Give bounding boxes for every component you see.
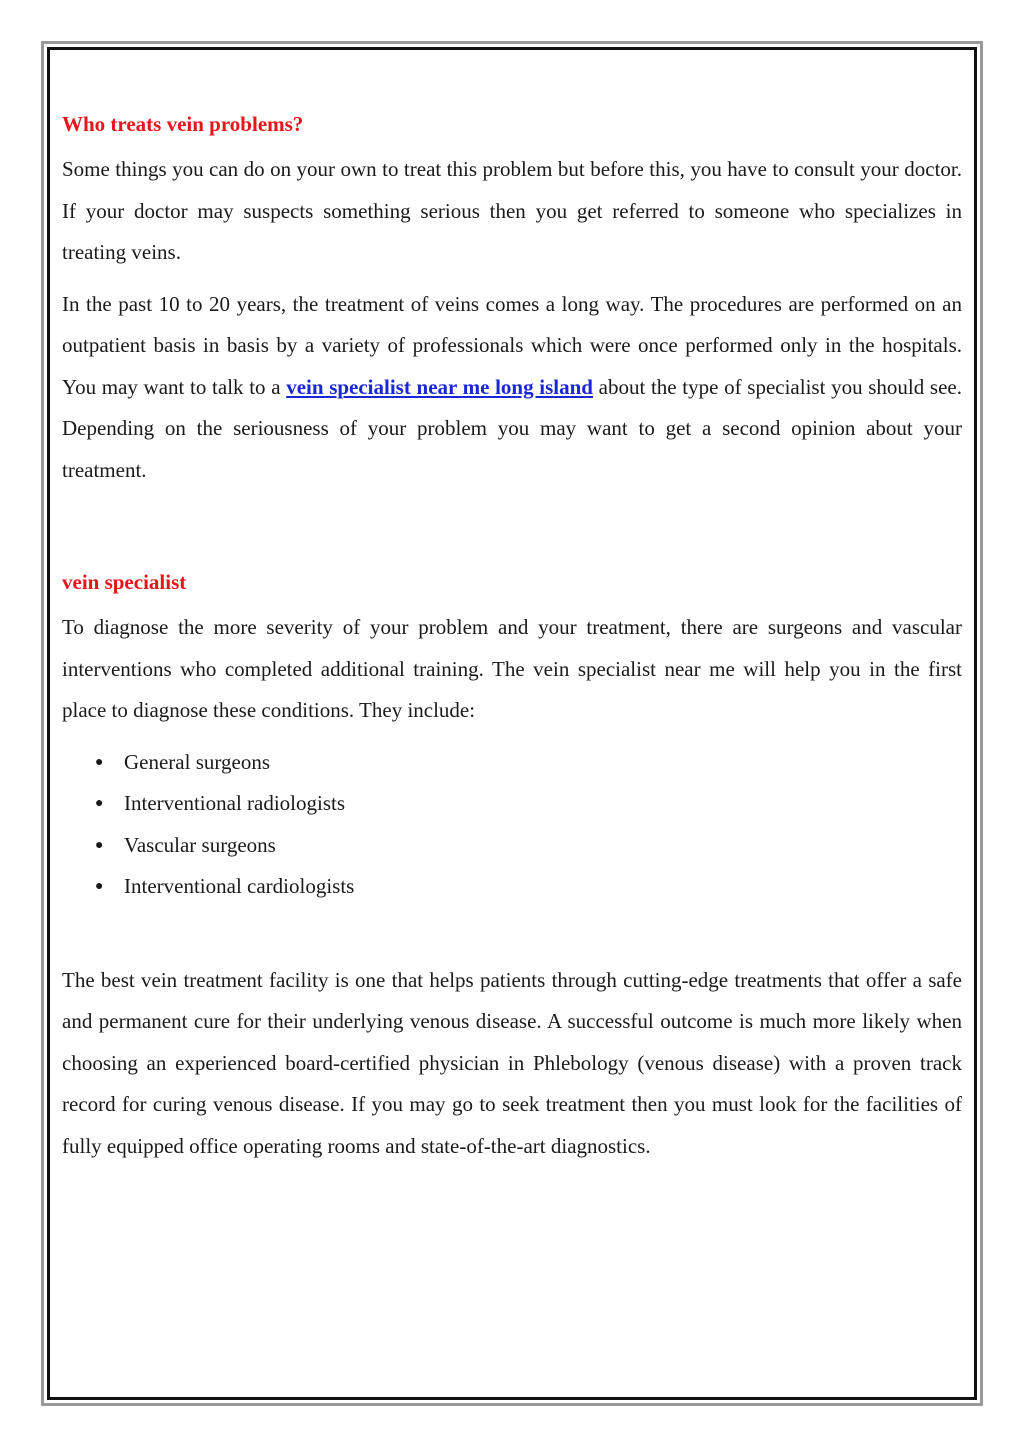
list-item-label: General surgeons [124,749,270,774]
list-item [62,783,962,825]
list-item [62,742,962,784]
bullet-icon: ● [95,796,104,812]
heading-vein-specialist: vein specialist [62,570,187,595]
paragraph-consult-doctor: Some things you can do on your own to treat this problem but before this, you have to consult your doctor. If your doctor may suspects something serious then you get referred to someone who specializes in treating veins. [62,157,962,265]
bullet-icon: ● [95,879,104,895]
list-item-label: Interventional cardiologists [124,874,355,899]
list-item-label: Interventional radiologists [124,791,346,816]
paragraph-text-after-link: about the type of specialist you should see. Depending on the seriousness of your problem you may want to get a second opinion about your treatment. [62,374,962,482]
document-content [62,112,962,1167]
paragraph-text-before-link: In the past 10 to 20 years, the treatment of veins comes a long way. The procedures are performed on an outpatient basis in basis by a variety of professionals which were once performed only in the hospitals. You may want to talk to a [62,291,962,399]
heading-who-treats: Who treats vein problems? [62,112,304,136]
paragraph-treatment-history [62,284,962,492]
paragraph-diagnose: To diagnose the more severity of your problem and your treatment, there are surgeons and vascular interventions who completed additional training. The vein specialist near me will help you in the first place to diagnose these conditions. They include: [62,615,962,723]
bullet-icon: ● [95,754,104,770]
list-item [62,825,962,867]
list-item [62,866,962,908]
specialist-list [62,742,962,908]
list-item-label: Vascular surgeons [124,832,276,857]
bullet-icon: ● [95,837,104,853]
vein-specialist-link[interactable]: vein specialist near me long island [286,374,593,399]
paragraph-best-facility: The best vein treatment facility is one that helps patients through cutting-edge treatments that offer a safe and permanent cure for their underlying venous disease. A successful outcome is much more likely when choosing an experienced board-certified physician in Phlebology (venous disease) with a proven track record for curing venous disease. If you may go to seek treatment then you must look for the facilities of fully equipped office operating rooms and state-of-the-art diagnostics. [62,967,962,1158]
